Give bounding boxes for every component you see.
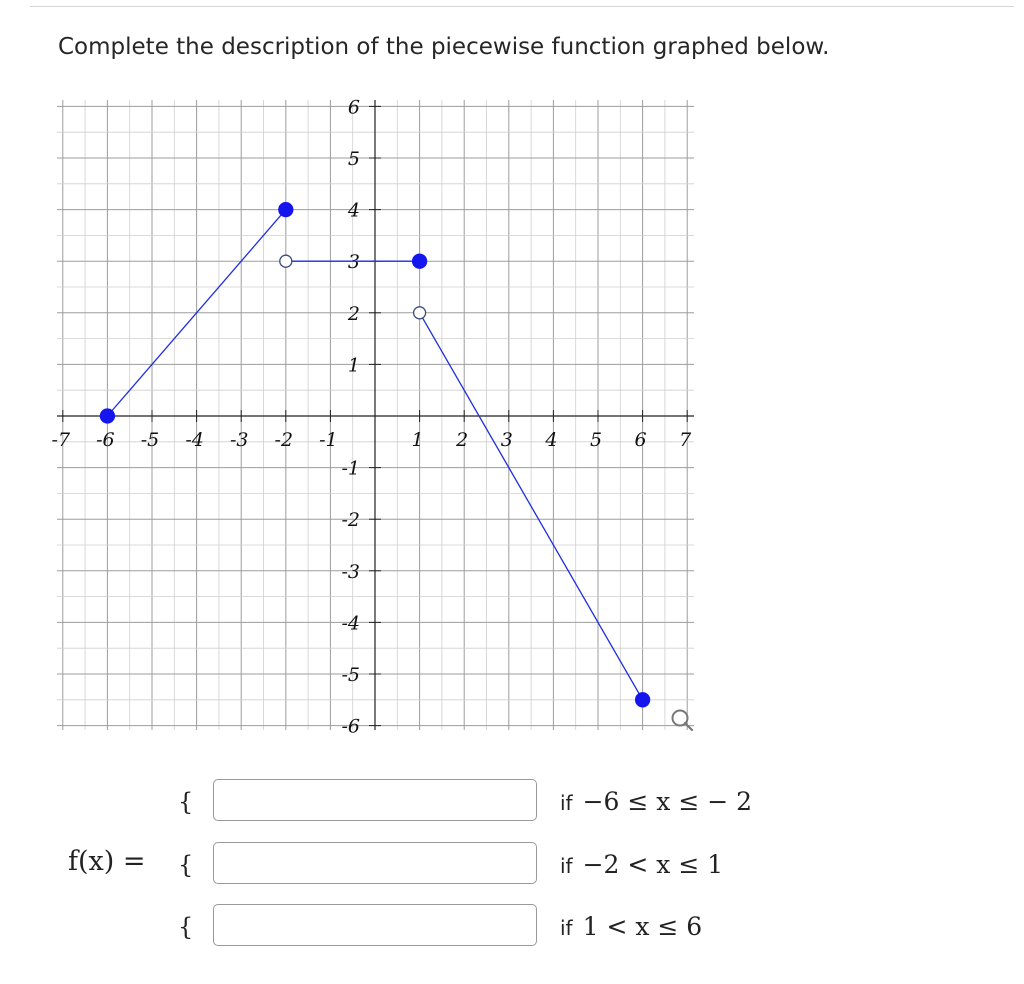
y-tick-label: -5 bbox=[341, 664, 360, 686]
open-point bbox=[280, 255, 292, 267]
tick-labels bbox=[52, 96, 693, 737]
x-tick-label: 6 bbox=[634, 429, 647, 451]
question-prompt: Complete the description of the piecewise function graphed below. bbox=[58, 34, 830, 60]
y-tick-label: 6 bbox=[347, 96, 360, 119]
condition-text: −2 < x ≤ 1 bbox=[582, 850, 724, 879]
x-tick-label: 4 bbox=[545, 429, 558, 451]
brace: { bbox=[178, 851, 194, 879]
x-tick-label: -7 bbox=[51, 429, 71, 451]
if-label: if bbox=[560, 791, 573, 815]
condition-text: 1 < x ≤ 6 bbox=[582, 912, 703, 941]
if-label: if bbox=[560, 916, 573, 940]
condition-text: −6 ≤ x ≤ − 2 bbox=[582, 787, 753, 816]
piece-3-condition bbox=[560, 912, 702, 941]
y-tick-label: -4 bbox=[341, 612, 360, 635]
brace: { bbox=[178, 788, 194, 816]
function-label: f(x) = bbox=[68, 846, 146, 877]
x-tick-label: -6 bbox=[96, 429, 115, 451]
x-tick-label: 5 bbox=[589, 429, 603, 451]
x-tick-label: 3 bbox=[500, 429, 513, 451]
piece-1-condition bbox=[560, 787, 752, 816]
piece-2-input[interactable] bbox=[213, 842, 537, 884]
piece-row-2 bbox=[0, 842, 1024, 888]
y-tick-label: -3 bbox=[341, 560, 360, 583]
y-tick-label: 4 bbox=[347, 199, 360, 222]
y-tick-label: -1 bbox=[341, 457, 360, 480]
x-tick-label: -2 bbox=[274, 429, 294, 451]
y-tick-label: 3 bbox=[347, 251, 360, 274]
y-tick-label: -6 bbox=[341, 715, 360, 738]
x-tick-label: -4 bbox=[185, 429, 204, 451]
closed-point bbox=[100, 409, 114, 423]
piece-2-condition bbox=[560, 850, 723, 879]
x-tick-label: -1 bbox=[319, 429, 338, 451]
x-tick-label: -5 bbox=[140, 429, 160, 451]
piece-row-1 bbox=[0, 779, 1024, 825]
closed-point bbox=[279, 203, 293, 217]
x-tick-label: -3 bbox=[229, 429, 249, 451]
open-point bbox=[414, 307, 426, 319]
y-tick-label: 5 bbox=[347, 148, 360, 170]
piece-1-input[interactable] bbox=[213, 779, 537, 821]
y-tick-label: 2 bbox=[347, 302, 360, 325]
y-tick-label: -2 bbox=[341, 509, 360, 532]
closed-point bbox=[413, 254, 427, 268]
brace: { bbox=[178, 913, 194, 941]
x-tick-label: 7 bbox=[679, 429, 692, 451]
piece-3-input[interactable] bbox=[213, 904, 537, 946]
x-tick-label: 2 bbox=[456, 429, 469, 451]
x-tick-label: 1 bbox=[411, 429, 424, 451]
zoom-icon[interactable] bbox=[673, 711, 693, 731]
piece-row-3 bbox=[0, 904, 1024, 950]
if-label: if bbox=[560, 854, 573, 878]
y-tick-label: 1 bbox=[347, 354, 360, 377]
closed-point bbox=[636, 693, 650, 707]
